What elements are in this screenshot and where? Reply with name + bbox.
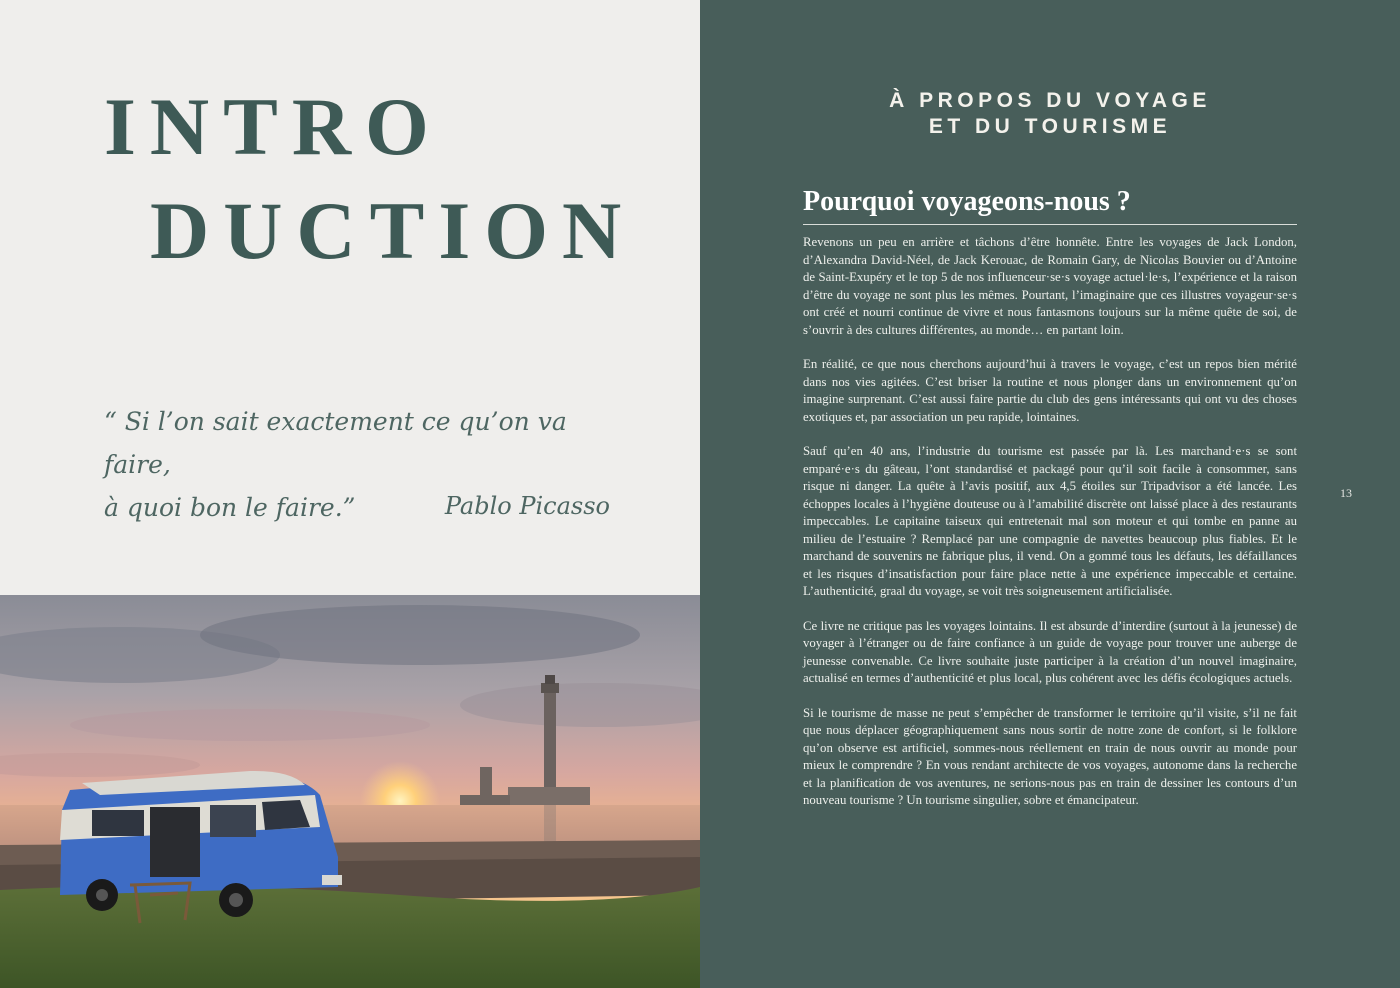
quote-line-1: “ Si l’on sait exactement ce qu’on va faire,	[104, 407, 567, 479]
page-number: 13	[1340, 486, 1352, 500]
quote-author: Pablo Picasso	[444, 492, 610, 520]
title-intro: INTRO	[104, 81, 443, 172]
paragraph: Revenons un peu en arrière et tâchons d’être honnête. Entre les voyages de Jack London, d’Alexandra David-Néel, de Jack Kerouac, de Romain Gary, de Nicolas Bouvier ou d’Antoine de Saint-Exupéry et le top 5 de nos influenceur·se·s voyage actuel·le·s, l’expérience et la raison d’être du voyage ne sont plus les mêmes. Pourtant, l’imaginaire que ces illustres voyageur·se·s ont créé et nourri continue de vivre et nous fantasmons toujours sur la même quête de soi, de s’ouvrir à des cultures différentes, au monde… en partant loin.	[803, 235, 1297, 337]
section-title	[700, 88, 1400, 140]
article-body	[803, 234, 1297, 827]
paragraph: Si le tourisme de masse ne peut s’empêcher de transformer le territoire qu’il visite, s’il ne fait que nous déplacer géographiquement sans nous sortir de notre zone de confort, si le folklore qu’on observe est artificiel, sommes-nous réellement en train de nous ouvrir au monde pour mieux le comprendre ? En vous rendant architecte de vos voyages, autonome dans la recherche et la planification de vos aventures, ne serions-nous pas en train de dessiner les contours d’un nouveau tourisme ? Un tourisme singulier, sobre et émancipateur.	[803, 705, 1297, 807]
article-heading: Pourquoi voyageons-nous ?	[803, 186, 1297, 225]
title-duction: DUCTION	[150, 185, 636, 276]
section-title-line-2: ET DU TOURISME	[928, 115, 1172, 138]
paragraph: Sauf qu’en 40 ans, l’industrie du tourisme est passée par là. Les marchand·e·s se sont emparé·e·s du gâteau, l’ont standardisé et packagé pour qu’il soit facile à consommer, sans risque ni danger. La quête à l’avis positif, aux 4,5 étoiles sur Tripadvisor a été lancée. Les échoppes locales à l’hygiène douteuse ou à l’amabilité discrète ont laissé place à des restaurants impeccables. Le capitaine taiseux qui entretenait mal son moteur et qui tombe en panne au milieu de l’estuaire ? Remplacé par une compagnie de navettes beaucoup plus fiables. Et le marchand de souvenirs ne fabrique plus, il vend. On a gommé tous les défauts, les défaillances et les risques d’insatisfaction pour faire place nette à une expérience impeccable et certaine. L’authenticité, graal du voyage, se voit très soigneusement artificialisée.	[803, 444, 1297, 598]
sunset-van-lighthouse-photo	[0, 595, 700, 988]
quote-line-2: à quoi bon le faire.”	[104, 493, 356, 522]
right-page	[700, 0, 1400, 988]
paragraph: Ce livre ne critique pas les voyages lointains. Il est absurde d’interdire (surtout à la jeunesse) de voyager à l’étranger ou de faire confiance à un guide de voyage pour trouver une auberge de jeunesse convenable. Ce livre souhaite juste participer à la création d’un nouvel imaginaire, actualisé en termes d’authenticité et plus local, plus cohérent avec les défis écologiques actuels.	[803, 618, 1297, 685]
section-title-line-1: À PROPOS DU VOYAGE	[889, 89, 1211, 112]
paragraph: En réalité, ce que nous cherchons aujourd’hui à travers le voyage, c’est un repos bien mérité dans nos vies agitées. C’est briser la routine et nous plonger dans un environnement qu’on imagine surprenant. C’est aussi faire partie du club des gens intéressants qui ont vu des choses exotiques et, par association un peu rapide, lointaines.	[803, 357, 1297, 424]
